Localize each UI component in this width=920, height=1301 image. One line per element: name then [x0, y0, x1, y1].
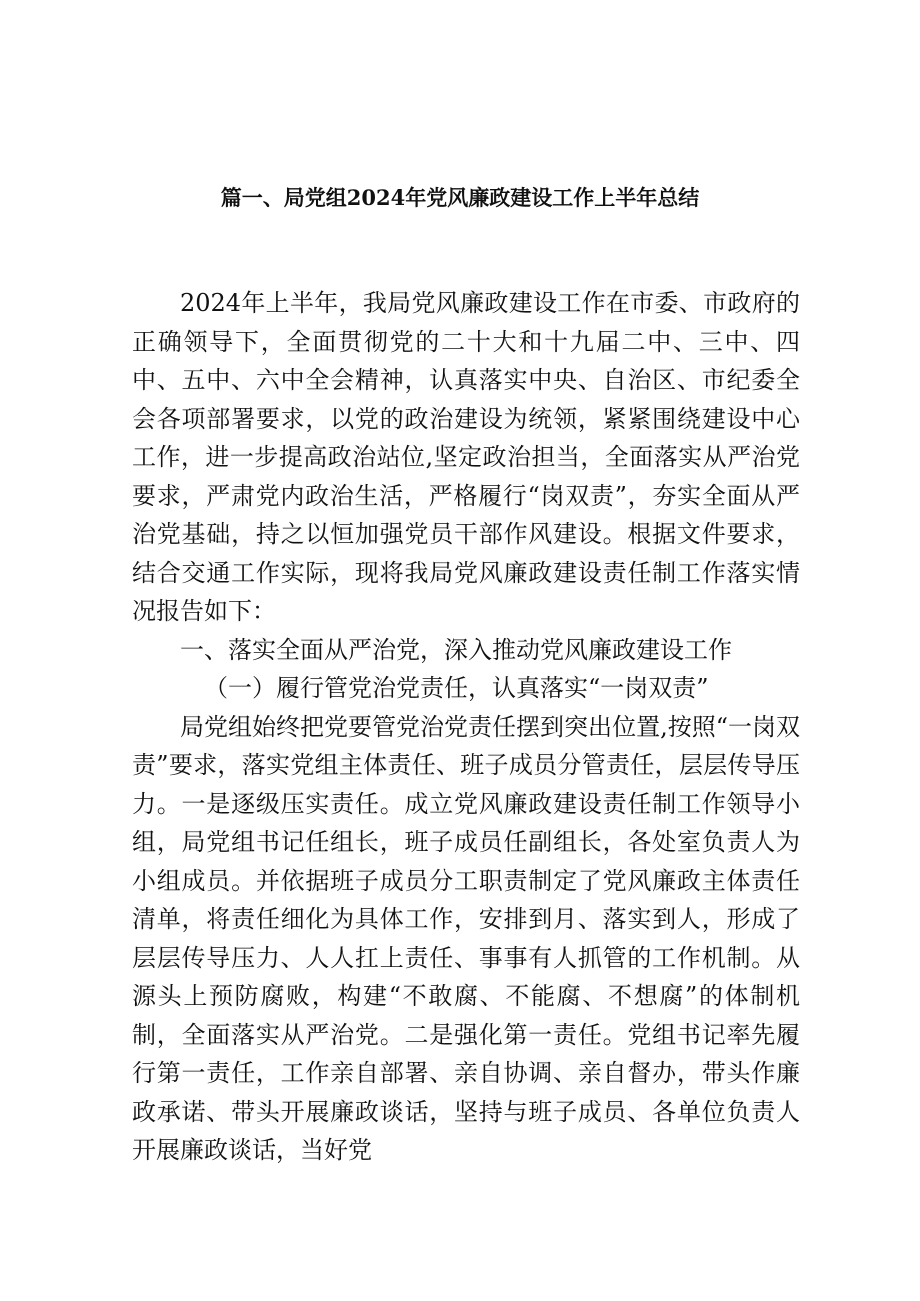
subsection-1-paragraph: 局党组始终把党要管党治党责任摆到突出位置,按照“一岗双责”要求，落实党组主体责任、班子成员分管责任，层层传导压力。一是逐级压实责任。成立党风廉政建设责任制工作领导小组，局党组书记任组长，班子成员任副组长，各处室负责人为小组成员。并依据班子成员分工职责制定了党风廉政主体责任清单，将责任细化为具体工作，安排到月、落实到人，形成了层层传导压力、人人扛上责任、事事有人抓管的工作机制。从源头上预防腐败，构建“不敢腐、不能腐、不想腐”的体制机制，全面落实从严治党。二是强化第一责任。党组书记率先履行第一责任，工作亲自部署、亲自协调、亲自督办，带头作廉政承诺、带头开展廉政谈话，坚持与班子成员、各单位负责人开展廉政谈话，当好党 — [132, 712, 800, 1164]
intro-paragraph: 2024年上半年，我局党风廉政建设工作在市委、市政府的正确领导下，全面贯彻党的二十大和十九届二中、三中、四中、五中、六中全会精神，认真落实中央、自治区、市纪委全会各项部署要求，以党的政治建设为统领，紧紧围绕建设中心工作，进一步提高政治站位,坚定政治担当，全面落实从严治党要求，严肃党内政治生活，严格履行“岗双责”，夯实全面从严治党基础，持之以恒加强党员干部作风建设。根据文件要求，结合交通工作实际，现将我局党风廉政建设责任制工作落实情况报告如下： — [132, 289, 800, 625]
subsection-1-heading: （一）履行管党治党责任，认真落实“一岗双责” — [204, 674, 709, 702]
document-body — [132, 284, 800, 1170]
document-title: 篇一、局党组2024年党风廉政建设工作上半年总结 — [220, 185, 700, 210]
section-1-heading: 一、落实全面从严治党，深入推动党风廉政建设工作 — [180, 635, 732, 664]
